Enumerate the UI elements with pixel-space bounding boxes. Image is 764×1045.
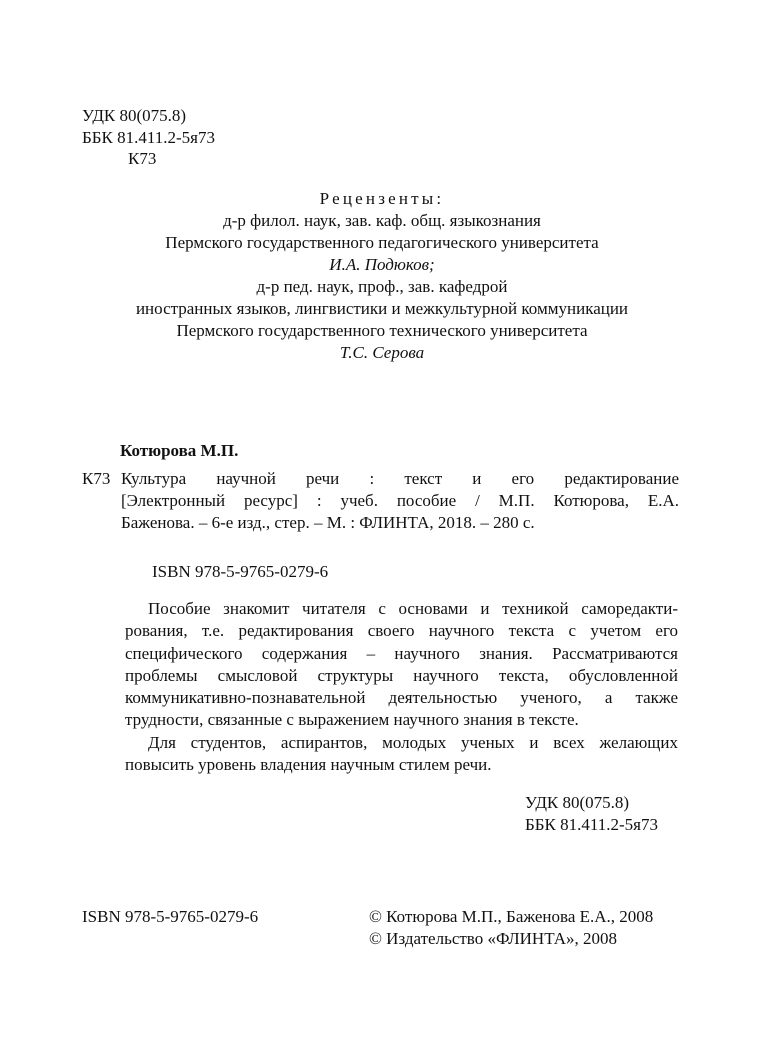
bibliographic-author-mark: К73 — [82, 469, 111, 488]
annotation-line: повысить уровень владения научным стилем речи. — [125, 755, 492, 775]
reviewer-name: Т.С. Серова — [339, 343, 425, 362]
reviewers-block — [0, 188, 764, 364]
reviewers-heading: Рецензенты: — [319, 189, 445, 208]
annotation-line: коммуникативно-познавательной деятельностью ученого, а также — [125, 688, 678, 708]
udk-code: УДК 80(075.8) — [82, 106, 187, 125]
annotation-line: проблемы смысловой структуры научного текста, обусловленной — [125, 665, 678, 685]
annotation-line: Для студентов, аспирантов, молодых ученых и всех желающих — [148, 732, 678, 752]
author-mark: К73 — [128, 149, 157, 168]
bibliographic-description — [121, 468, 679, 534]
bibliographic-line: [Электронный ресурс] : учеб. пособие / М.П. Котюрова, Е.А. — [121, 491, 679, 510]
reviewer-line: Пермского государственного педагогического университета — [165, 233, 599, 252]
annotation-line: специфического содержания – научного знания. Рассматриваются — [125, 643, 678, 663]
annotation-block — [125, 598, 678, 776]
reviewer-line: д-р филол. наук, зав. каф. общ. языкознания — [223, 211, 541, 230]
book-author: Котюрова М.П. — [120, 441, 239, 460]
isbn-line: ISBN 978-5-9765-0279-6 — [152, 562, 329, 581]
bibliographic-line: Культура научной речи : текст и его редактирование — [121, 469, 679, 488]
copyright-line: © Издательство «ФЛИНТА», 2008 — [369, 929, 618, 948]
annotation-line: трудности, связанные с выражением научного знания в тексте. — [125, 710, 579, 730]
reviewer-line: д-р пед. наук, проф., зав. кафедрой — [256, 277, 508, 296]
reviewer-line: Пермского государственного технического университета — [176, 321, 588, 340]
bibliographic-line: Баженова. – 6-е изд., стер. – М. : ФЛИНТА, 2018. – 280 с. — [121, 513, 535, 532]
bbk-code: ББК 81.411.2-5я73 — [82, 127, 215, 147]
footer-isbn: ISBN 978-5-9765-0279-6 — [82, 907, 259, 926]
classification-block-top — [82, 105, 215, 170]
classification-block-bottom — [525, 792, 658, 836]
annotation-line: Пособие знакомит читателя с основами и техникой саморедакти- — [148, 599, 678, 618]
annotation-line: рования, т.е. редактирования своего научного текста с учетом его — [125, 621, 678, 641]
udk-code: УДК 80(075.8) — [525, 793, 630, 812]
reviewer-line: иностранных языков, лингвистики и межкультурной коммуникации — [135, 299, 629, 318]
reviewer-name: И.А. Подюков; — [329, 255, 435, 274]
copyright-block — [369, 906, 653, 950]
copyright-line: © Котюрова М.П., Баженова Е.А., 2008 — [369, 907, 654, 926]
bbk-code: ББК 81.411.2-5я73 — [525, 815, 658, 834]
